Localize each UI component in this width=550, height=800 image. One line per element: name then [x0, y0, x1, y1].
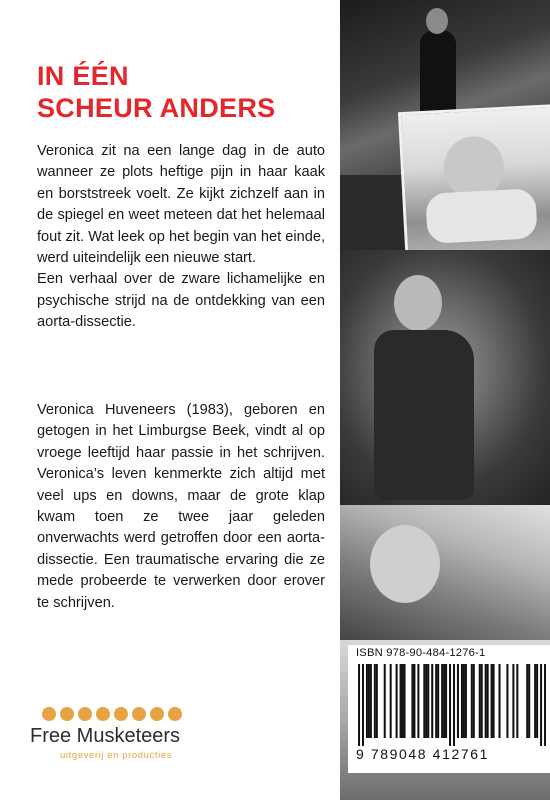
publisher-logo — [30, 707, 230, 767]
barcode-digits: 9 789048 412761 — [356, 746, 489, 762]
publisher-emblem-icon — [114, 707, 128, 721]
publisher-emblem-icon — [168, 707, 182, 721]
photo-baby-portrait — [340, 505, 550, 655]
barcode-bar — [461, 664, 463, 738]
barcode-bar — [457, 664, 459, 738]
barcode-bar — [493, 664, 495, 738]
barcode-bar — [366, 664, 368, 738]
barcode-bar — [445, 664, 447, 738]
barcode-bar — [536, 664, 538, 738]
book-title-line-1: IN ÉÉN — [37, 61, 129, 91]
barcode-bar — [404, 664, 406, 738]
isbn-barcode-block — [348, 645, 550, 773]
publisher-emblem-icon — [96, 707, 110, 721]
barcode-bar — [437, 664, 439, 738]
book-title — [37, 60, 327, 124]
barcode-bar — [427, 664, 429, 738]
publisher-emblem-icon — [42, 707, 56, 721]
barcode-bar — [471, 664, 473, 738]
barcode-bar — [479, 664, 481, 738]
barcode-bar — [374, 664, 376, 738]
publisher-emblem-icon — [78, 707, 92, 721]
barcode-bar — [485, 664, 487, 738]
barcode-bar — [384, 664, 386, 738]
barcode-bar — [528, 664, 530, 738]
blurb-paragraph-1: Veronica zit na een lange dag in de auto wanneer ze plots heftige pijn in haar kaak en borststreek voelt. Ze kijkt zichzelf aan in de spiegel en weet meteen dat het helemaal fout zit. Wat leek op het begin van het einde, werd uiteindelijk een nieuwe start. — [37, 143, 325, 267]
barcode-bar — [400, 664, 402, 738]
author-bio — [37, 400, 325, 614]
barcode-bar — [411, 664, 413, 738]
photo-girl-in-dress — [340, 250, 550, 510]
barcode-bar — [506, 664, 508, 738]
barcode-bar — [487, 664, 489, 738]
barcode-bar — [368, 664, 370, 738]
publisher-emblem-icon — [132, 707, 146, 721]
barcode-bar — [443, 664, 445, 738]
barcode-bar — [370, 664, 372, 738]
barcode-bar — [417, 664, 419, 738]
barcode-bar — [441, 664, 443, 738]
barcode-bar — [540, 664, 542, 746]
barcode-bar — [376, 664, 378, 738]
barcode-bar — [481, 664, 483, 738]
barcode-bar — [431, 664, 433, 738]
barcode-bar — [449, 664, 451, 746]
barcode-bar — [534, 664, 536, 738]
barcode-bar — [516, 664, 518, 738]
publisher-emblem-icon — [60, 707, 74, 721]
barcode-bar — [358, 664, 360, 746]
blurb-paragraph-2: Een verhaal over de zware lichamelijke en psychische strijd na de ontdekking van een aorta-dissectie. — [37, 271, 325, 331]
barcode-bar — [463, 664, 465, 738]
barcode-bar — [390, 664, 392, 738]
barcode-bar — [453, 664, 455, 746]
barcode-bar — [396, 664, 398, 738]
barcode-bar — [413, 664, 415, 738]
publisher-tagline: uitgeverij en producties — [60, 750, 173, 761]
isbn-label: ISBN 978-90-484-1276-1 — [356, 647, 486, 659]
publisher-icon-row — [42, 707, 186, 723]
barcode-bar — [512, 664, 514, 738]
book-title-line-2: SCHEUR ANDERS — [37, 93, 276, 123]
barcode-bar — [491, 664, 493, 738]
barcode-bar — [425, 664, 427, 738]
barcode-bar — [473, 664, 475, 738]
blurb — [37, 141, 325, 334]
barcode-bar — [526, 664, 528, 738]
barcode-bar — [435, 664, 437, 738]
barcode-bar — [544, 664, 546, 746]
barcode — [358, 664, 546, 746]
author-bio-text: Veronica Huveneers (1983), geboren en getogen in het Limburgse Beek, vindt al op vroege leeftijd haar passie in het schrijven. Veronica’s leven kenmerkte zich altijd met veel ups en downs, maar de grote klap kwam toen ze twee jaar geleden onverwachts werd getroffen door een aorta-dissectie. Een traumatische ervaring die ze mede probeerde te verwerken door erover te schrijven. — [37, 402, 325, 611]
publisher-emblem-icon — [150, 707, 164, 721]
publisher-name: Free Musketeers — [30, 725, 181, 747]
barcode-bar — [402, 664, 404, 738]
barcode-bar — [362, 664, 364, 746]
photo-toddler-on-couch — [398, 104, 550, 272]
barcode-bar — [499, 664, 501, 738]
barcode-bar — [465, 664, 467, 738]
barcode-bar — [423, 664, 425, 738]
